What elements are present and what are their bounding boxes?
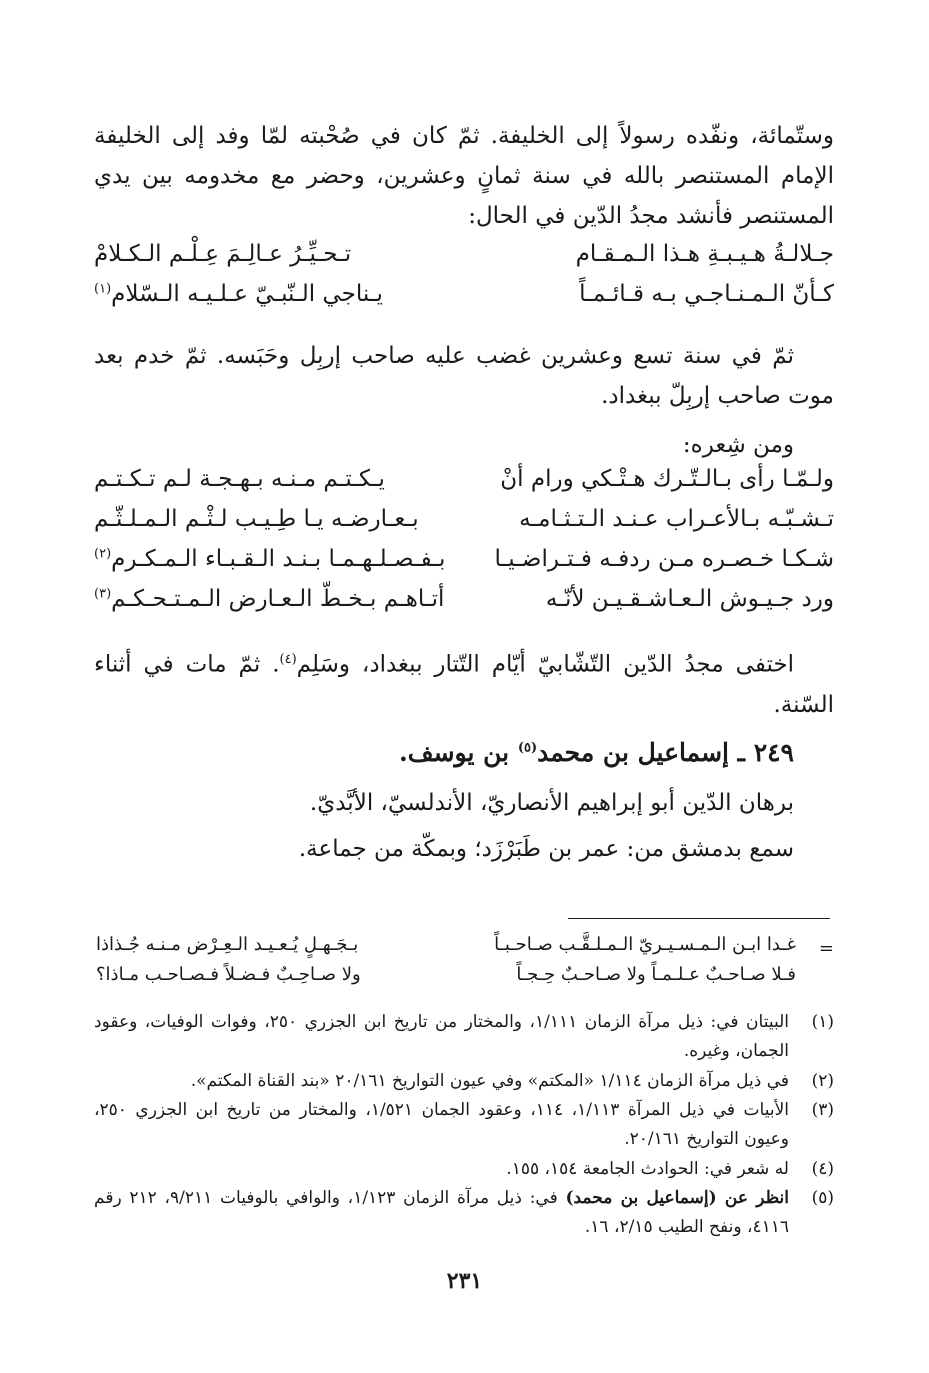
paragraph-caliph-visit: وستّمائة، ونفّده رسولاً إلى الخليفة. ثمّ كان في صُحْبته لمّا وفد إلى الخليفة الإمام المستنصر بالله في سنة ثمانٍ وعشرين، وحضر مع مخدومه بين يدي المستنصر فأنشد مجدُ الدّين في الحال: bbox=[94, 123, 834, 229]
verse-first-hemistich: ولـمّـا رأى بـالـتّـرك هـتْـكي ورام أنْ bbox=[500, 466, 834, 492]
footnote-ref: (٣) bbox=[94, 586, 112, 602]
footnote-number: (٢) bbox=[811, 1071, 834, 1091]
verse-second-hemistich bbox=[94, 586, 444, 612]
verse-first-hemistich: كـأنّ الـمـنـاجـي بـه قـائـمـاً bbox=[579, 281, 834, 307]
entry-title: ٢٤٩ ـ إسماعيل بن محمد bbox=[537, 738, 794, 767]
verse-text: بـفـصـلـهـمـا بـنـد الـقـبـاء الـمـكـرم bbox=[111, 546, 446, 572]
footnote-text: الأبيات في ذيل المرآة ١/١١٣، ١١٤، وعقود الجمان ١/٥٢١، والمختار من تاريخ ابن الجزري ٢٥٠، وعيون التواريخ ٢٠/١٦١. bbox=[94, 1100, 790, 1149]
footnote bbox=[94, 1184, 834, 1242]
verse-second-hemistich bbox=[94, 546, 445, 572]
verse-second-hemistich: ولا صـاحِـبٌ فـضـلاً فـصـاحـب مـاذا؟ bbox=[96, 964, 361, 985]
verse-line bbox=[94, 506, 834, 546]
paragraph-text: اختفى مجدُ الدّين التّشّابيّ أيّام التّتار ببغداد، وسَلِم bbox=[296, 651, 794, 678]
footnote bbox=[94, 1067, 834, 1096]
page-number: ٢٣١ bbox=[446, 1268, 483, 1294]
verse-text: أتـاهـم بـخـطّ الـعـارض الـمـتـحـكـم bbox=[111, 586, 445, 612]
footnote bbox=[94, 1096, 834, 1154]
footnote-separator bbox=[568, 918, 830, 919]
verse-first-hemistich: جـلالـةُ هـيـبـةِ هـذا الـمـقـام bbox=[575, 241, 834, 267]
verse-line bbox=[94, 586, 834, 626]
footnote-bold-text: انظر عن (إسماعيل بن محمد) bbox=[565, 1188, 789, 1208]
footnote-text: له شعر في: الحوادث الجامعة ١٥٤، ١٥٥. bbox=[506, 1159, 789, 1179]
verse-second-hemistich: تـحـيِّـرُ عـالِـمَ عِـلْـم الـكـلامْ bbox=[94, 241, 352, 267]
continuation-mark: = bbox=[818, 938, 834, 959]
footnote-text-rest: في: ذيل مرآة الزمان ١/١٢٣، والوافي بالوفيات ٩/٢١١، ٢١٢ رقم ٤١١٦، ونفح الطيب ٢/١٥، ١٦. bbox=[94, 1188, 789, 1237]
verse-first-hemistich: شـكـا خـصـره مـن ردفـه فـتـراضـيـا bbox=[494, 546, 834, 572]
footnote-text: في ذيل مرآة الزمان ١/١١٤ «المكتم» وفي عيون التواريخ ٢٠/١٦١ «بند القناة المكتم». bbox=[190, 1071, 789, 1091]
footnote-ref: (٤) bbox=[279, 652, 297, 667]
verse-line bbox=[94, 281, 834, 321]
footnote-ref: (٢) bbox=[94, 546, 112, 562]
footnote-number: (١) bbox=[811, 1012, 834, 1032]
footnote-number: (٣) bbox=[811, 1100, 834, 1120]
verse-first-hemistich: تـشـبّـه بـالأعـراب عـنـد الـتـثـامـه bbox=[519, 506, 834, 532]
footnote-verse-line bbox=[96, 964, 796, 994]
paragraph-text: . ثمّ مات في أثناء السّنة. bbox=[94, 651, 834, 718]
entry-nisba-line: برهان الدّين أبو إبراهيم الأنصاريّ، الأندلسيّ، الأبَّديّ. bbox=[309, 790, 794, 816]
footnote bbox=[94, 1155, 834, 1184]
verse-second-hemistich: بـعـارضـه يـا طِـيـب لـثْـم الـمـلـثّـم bbox=[94, 506, 419, 532]
entry-heading bbox=[399, 738, 794, 767]
verse-second-hemistich bbox=[94, 281, 383, 307]
footnote-text: البيتان في: ذيل مرآة الزمان ١/١١١، والمختار من تاريخ ابن الجزري ٢٥٠، وفوات الوفيات، وعقود الجمان، وغيره. bbox=[94, 1012, 789, 1061]
verse-line bbox=[94, 241, 834, 281]
footnote-number: (٥) bbox=[811, 1188, 834, 1208]
paragraph-poetry-intro: ومن شِعره: bbox=[682, 432, 794, 458]
verse-first-hemistich: فـلا صـاحـبٌ عـلـمـاً ولا صـاحـبٌ حِـجـاً bbox=[516, 964, 796, 985]
verse-first-hemistich: غـدا ابـن الـمـسـيـريّ الـمـلـقَّـب صـاحـبـاً bbox=[494, 934, 796, 955]
verse-second-hemistich: بـجَـهـلٍ يُـعـيـد الـعِـرْض مـنـه جُـذاذا bbox=[96, 934, 359, 955]
verse-first-hemistich: ورد جـيـوش الـعـاشـقـيـن لأنّـه bbox=[545, 586, 834, 612]
footnote bbox=[94, 1008, 834, 1066]
footnote-number: (٤) bbox=[811, 1159, 834, 1179]
entry-title-rest: بن يوسف. bbox=[399, 738, 518, 767]
footnote-text bbox=[94, 1184, 789, 1242]
verse-text: يـناجي الـنّبـيّ عـلـيـه الـسّلام bbox=[111, 281, 383, 307]
verse-line bbox=[94, 546, 834, 586]
entry-teachers-line: سمع بدمشق من: عمر بن طَبَرْزَد؛ وبمكّة من جماعة. bbox=[298, 836, 794, 862]
footnote-ref: (١) bbox=[94, 281, 112, 297]
verse-line bbox=[94, 466, 834, 506]
footnote-verse-line bbox=[96, 934, 796, 964]
footnote-ref: (٥) bbox=[517, 740, 538, 756]
verse-second-hemistich: يـكـتـم مـنـه بـهـجـة لـم تـكـتـم bbox=[94, 466, 385, 492]
paragraph-imprisonment: ثمّ في سنة تسع وعشرين غضب عليه صاحب إربِل وحَبَسه. ثمّ خدم بعد موت صاحب إربِلّ ببغداد. bbox=[94, 343, 834, 409]
paragraph-death bbox=[94, 640, 834, 725]
